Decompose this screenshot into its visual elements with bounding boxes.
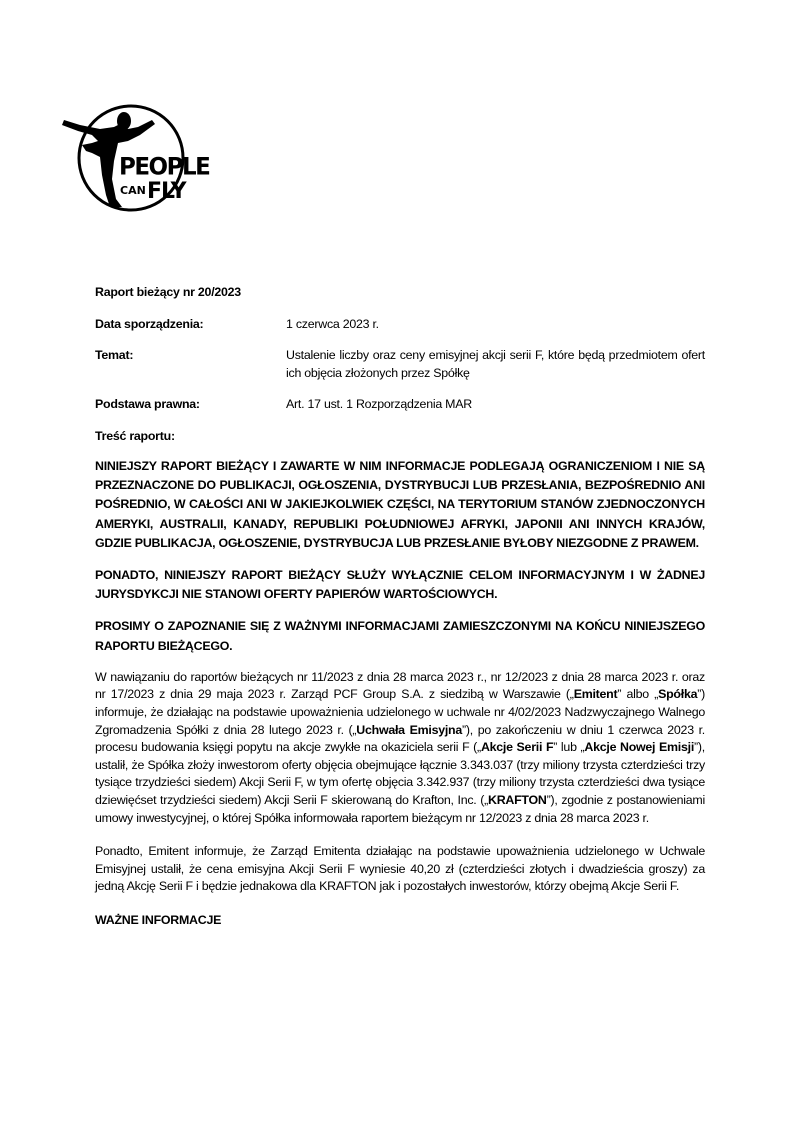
disclaimer-paragraph: NINIEJSZY RAPORT BIEŻĄCY I ZAWARTE W NIM INFORMACJE PODLEGAJĄ OGRANICZENIOM I NIE SĄ PRZEZNACZONE DO PUBLIKACJI, OGŁOSZENIA, DYSTRYBUCJI LUB PRZESŁANIA, BEZPOŚREDNIO ANI POŚREDNIO, W CAŁOŚCI ANI W JAKIEJKOLWIEK CZĘŚCI, NA TERYTORIUM STANÓW ZJEDNOCZONYCH AMERYKI, AUSTRALII, KANADY, REPUBLIKI POŁUDNIOWEJ AFRYKI, JAPONII ANI INNYCH KRAJÓW, GDZIE PUBLIKACJA, OGŁOSZENIE, DYSTRYBUCJA LUB PRZESŁANIE BYŁOBY NIEZGODNE Z PRAWEM. [95,459,705,550]
content-label: Treść raportu: [95,428,175,443]
report-body [95,284,705,929]
meta-row-legal-basis [95,396,705,414]
meta-value: Ustalenie liczby oraz ceny emisyjnej akcji serii F, które będą przedmiotem ofert ich objęcia złożonych przez Spółkę [286,348,705,380]
text-segment: ” albo „ [617,687,659,702]
disclaimer-paragraph: PROSIMY O ZAPOZNANIE SIĘ Z WAŻNYMI INFORMACJAMI ZAMIESZCZONYMI NA KOŃCU NINIEJSZEGO RAPORTU BIEŻĄCEGO. [95,619,705,653]
disclaimer-paragraph: PONADTO, NINIEJSZY RAPORT BIEŻĄCY SŁUŻY WYŁĄCZNIE CELOM INFORMACYJNYM I W ŻADNEJ JURYSDYKCJI NIE STANOWI OFERTY PAPIERÓW WARTOŚCIOWYCH. [95,568,705,602]
svg-text:FLY: FLY [147,179,186,204]
report-title: Raport bieżący nr 20/2023 [95,285,241,299]
text-segment: ” lub „ [553,740,585,755]
text-segment: ”), zgodnie z postanowieniami umowy inwestycyjnej, o której Spółka informowała raportem bieżącym nr 12/2023 z dnia 28 marca 2023 r. [95,792,705,825]
meta-value: Art. 17 ust. 1 Rozporządzenia MAR [286,397,472,411]
text-segment: ”), ustalił, że Spółka złoży inwestorom oferty objęcia obejmujące łącznie 3.343.037 (trzy miliony trzysta czterdzieści trzy tysiące trzydzieści siedem) Akcji Serii F, w tym ofertę objęcia 3.342.937 (trzy miliony trzysta czterdzieści dwa tysiące dziewięćset trzydzieści siedem) Akcji Serii F skierowaną do Krafton, Inc. („ [95,740,705,807]
bold-term: Spółka [658,687,698,702]
section-heading: WAŻNE INFORMACJE [95,912,222,927]
body-paragraph [95,843,705,896]
meta-value: 1 czerwca 2023 r. [286,316,379,331]
bold-term: Uchwała Emisyjna [356,722,463,737]
meta-row-date [95,316,705,334]
meta-label: Podstawa prawna: [95,397,200,411]
bold-term: Akcje Nowej Emisji [584,740,695,755]
text-segment: ”) informuje, że działając na podstawie upoważnienia udzielonego w uchwale nr 4/02/2023 Nadzwyczajnego Walnego Zgromadzenia Spółki z dnia 28 lutego 2023 r. („ [95,687,705,737]
meta-label: Temat: [95,348,134,362]
meta-row-subject [95,347,705,382]
svg-text:CAN: CAN [120,184,146,197]
text-segment: W nawiązaniu do raportów bieżących nr 11/2023 z dnia 28 marca 2023 r., nr 12/2023 z dnia 28 marca 2023 r. oraz nr 17/2023 z dnia 29 maja 2023 r. Zarząd PCF Group S.A. z siedzibą w Warszawie („ [95,669,705,702]
body-paragraph [95,669,705,827]
meta-label: Data sporządzenia: [95,316,204,331]
text-segment: Ponadto, Emitent informuje, że Zarząd Emitenta działając na podstawie upoważnienia udzielonego w Uchwale Emisyjnej ustalił, że cena emisyjna Akcji Serii F wyniesie 40,20 zł (czterdzieści złotych i dwadzieścia groszy) za jedną Akcję Serii F i będzie jednakowa dla KRAFTON jak i pozostałych inwestorów, którzy obejmą Akcje Serii F. [95,844,705,894]
svg-text:PEOPLE: PEOPLE [119,151,210,181]
people-can-fly-logo [62,103,210,213]
bold-term: Akcje Serii F [480,740,554,755]
bold-term: Emitent [573,687,618,702]
text-segment: ”), po zakończeniu w dniu 1 czerwca 2023 r. procesu budowania księgi popytu na akcje zwykłe na okaziciela serii F („ [95,722,706,755]
bold-term: KRAFTON [488,792,547,807]
